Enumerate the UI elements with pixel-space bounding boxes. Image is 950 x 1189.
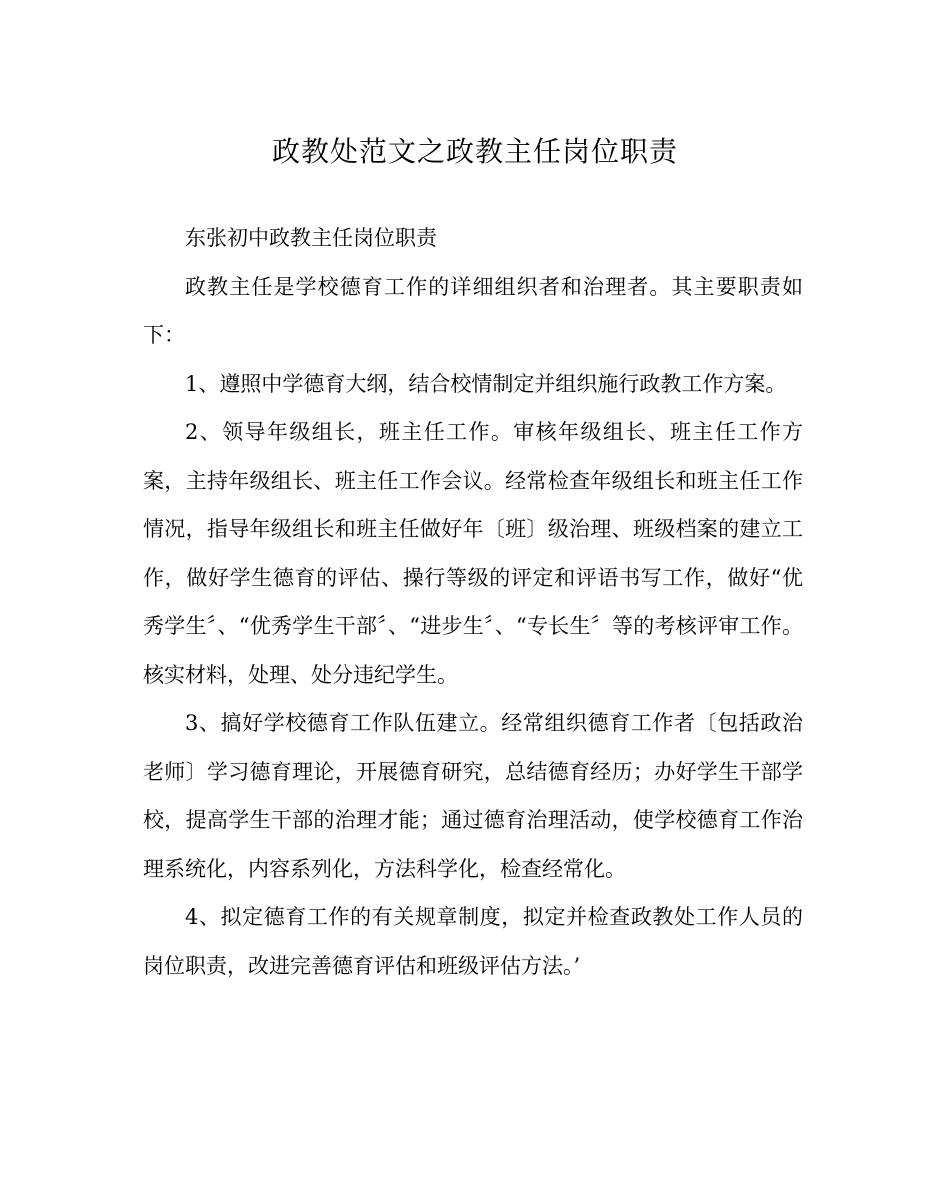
intro-paragraph: 政教主任是学校德育工作的详细组织者和治理者。其主要职责如下： bbox=[143, 274, 803, 347]
subtitle-paragraph: 东张初中政教主任岗位职责 bbox=[185, 226, 437, 250]
document-title: 政教处范文之政教主任岗位职责 bbox=[271, 135, 678, 168]
duty-paragraph-2: 2、领导年级组长，班主任工作。审核年级组长、班主任工作方案，主持年级组长、班主任工作会议。经常检查年级组长和班主任工作情况，指导年级组长和班主任做好年〔班〕级治理、班级档案的建立工作，做好学生德育的评估、操行等级的评定和评语书写工作，做好“优秀学生〞、“优秀学生干部〞、“进步生〞、“专长生〞等的考核评审工作。核实材料，处理、处分违纪学生。 bbox=[143, 420, 803, 687]
duty-paragraph-4: 4、拟定德育工作的有关规章制度，拟定并检查政教处工作人员的岗位职责，改进完善德育评估和班级评估方法。’ bbox=[143, 905, 803, 978]
duty-paragraph-1: 1、遵照中学德育大纲，结合校情制定并组织施行政教工作方案。 bbox=[185, 371, 787, 396]
document-body bbox=[143, 214, 803, 990]
duty-paragraph-3: 3、搞好学校德育工作队伍建立。经常组织德育工作者〔包括政治老师〕学习德育理论，开展德育研究，总结德育经历；办好学生干部学校，提高学生干部的治理才能；通过德育治理活动，使学校德育工作治理系统化，内容系列化，方法科学化，检查经常化。 bbox=[143, 711, 803, 881]
